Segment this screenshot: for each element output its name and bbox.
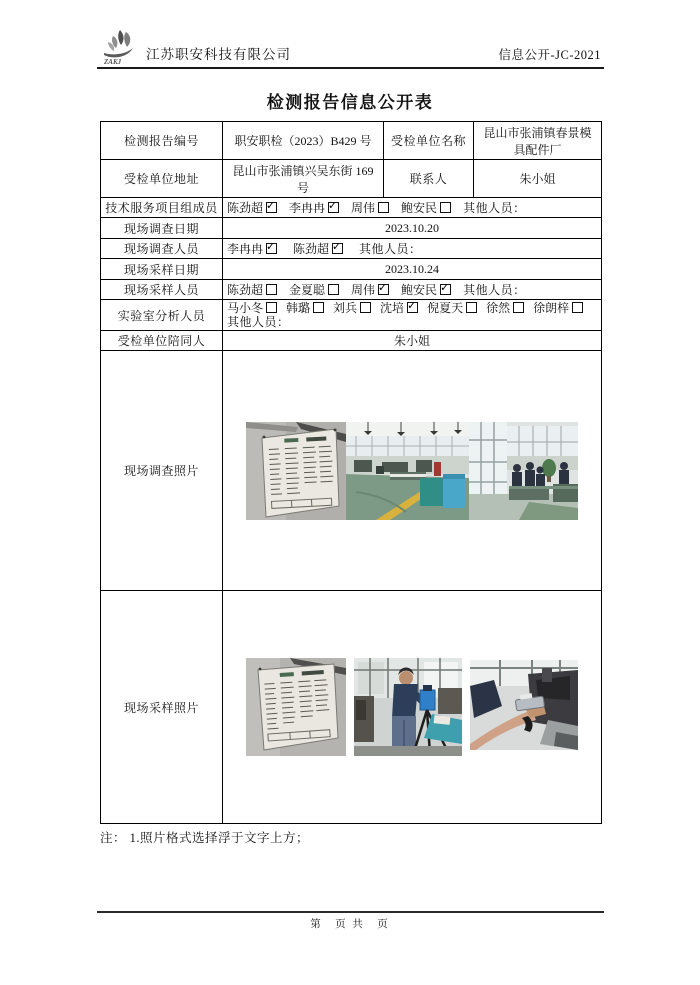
- photo-notice-board: [246, 422, 346, 520]
- contact-value: 朱小姐: [474, 160, 602, 198]
- checkbox-icon: [328, 284, 339, 295]
- table-row: [101, 122, 602, 160]
- checkbox-icon: [360, 302, 371, 313]
- logo-text: ZAKJ: [104, 58, 122, 66]
- checkbox-icon: [378, 284, 389, 295]
- person-entry: [227, 301, 277, 315]
- checkbox-icon: [572, 302, 583, 313]
- other-staff-label: 其他人员：: [463, 201, 526, 215]
- report-info-table: [100, 121, 602, 824]
- person-entry: [380, 301, 418, 315]
- survey-photos-cell: [223, 351, 602, 591]
- footnote: 注： 1.照片格式选择浮于文字上方；: [100, 831, 310, 845]
- person-name: 鲍安民: [401, 201, 438, 215]
- person-name: 倪夏天: [427, 301, 464, 315]
- checkbox-icon: [266, 202, 277, 213]
- footer-rule: [97, 911, 604, 913]
- table-row: [101, 331, 602, 351]
- org-addr-label: 受检单位地址: [101, 160, 223, 198]
- checkbox-icon: [332, 243, 343, 254]
- person-name: 周伟: [351, 201, 376, 215]
- table-row: [101, 259, 602, 280]
- org-name-label: 受检单位名称: [384, 122, 474, 160]
- lab-staff-names: [227, 301, 597, 315]
- checkbox-icon: [513, 302, 524, 313]
- survey-date-label: 现场调查日期: [101, 218, 223, 239]
- checkbox-icon: [466, 302, 477, 313]
- table-row: [101, 591, 602, 824]
- table-row: [101, 351, 602, 591]
- person-entry: [427, 301, 477, 315]
- person-name: 马小冬: [227, 301, 264, 315]
- company-name: 江苏职安科技有限公司: [146, 47, 291, 62]
- sample-photos-label: 现场采样照片: [101, 591, 223, 824]
- person-name: 陈劲超: [293, 242, 330, 256]
- person-entry: [533, 301, 583, 315]
- person-name: 韩璐: [286, 301, 311, 315]
- table-row: [101, 160, 602, 198]
- sample-date-value: 2023.10.24: [223, 259, 602, 280]
- person-name: 陈劲超: [227, 283, 264, 297]
- person-name: 周伟: [351, 283, 376, 297]
- person-entry: [293, 242, 343, 256]
- checkbox-icon: [378, 202, 389, 213]
- survey-date-value: 2023.10.20: [223, 218, 602, 239]
- org-addr-value: 昆山市张浦镇兴吴东街 169 号: [223, 160, 384, 198]
- org-name-value: 昆山市张浦镇春景模具配件厂: [474, 122, 602, 160]
- checkbox-icon: [266, 302, 277, 313]
- person-entry: [227, 242, 277, 256]
- photo-arm-sampler: [470, 660, 578, 750]
- contact-label: 联系人: [384, 160, 474, 198]
- survey-photos-label: 现场调查照片: [101, 351, 223, 591]
- person-entry: [227, 201, 277, 215]
- person-entry: [289, 201, 339, 215]
- company-logo: [100, 28, 291, 66]
- person-name: 鲍安民: [401, 283, 438, 297]
- escort-value: 朱小姐: [223, 331, 602, 351]
- person-name: 李冉冉: [227, 242, 264, 256]
- zakj-logo-icon: [100, 28, 144, 66]
- person-entry: [401, 201, 451, 215]
- sample-date-label: 现场采样日期: [101, 259, 223, 280]
- checkbox-icon: [440, 284, 451, 295]
- sample-photo-strip: [227, 658, 597, 756]
- person-name: 陈劲超: [227, 201, 264, 215]
- person-entry: [289, 283, 339, 297]
- report-no-label: 检测报告编号: [101, 122, 223, 160]
- person-name: 徐朗梓: [533, 301, 570, 315]
- person-entry: [351, 201, 389, 215]
- table-row: [101, 218, 602, 239]
- sample-staff-label: 现场采样人员: [101, 280, 223, 300]
- lab-staff-label: 实验室分析人员: [101, 300, 223, 331]
- page-title: 检测报告信息公开表: [266, 93, 434, 112]
- page-number-footer: 第 页 共 页: [310, 919, 390, 930]
- checkbox-icon: [313, 302, 324, 313]
- person-entry: [227, 283, 277, 297]
- person-entry: [401, 283, 451, 297]
- document-code: 信息公开-JC-2021: [498, 48, 601, 62]
- photo-workshop-floor: [346, 422, 469, 520]
- person-name: 刘兵: [333, 301, 358, 315]
- person-entry: [333, 301, 371, 315]
- checkbox-icon: [266, 243, 277, 254]
- survey-staff-label: 现场调查人员: [101, 239, 223, 259]
- sample-staff-cell: [223, 280, 602, 300]
- sample-photos-cell: [223, 591, 602, 824]
- checkbox-icon: [440, 202, 451, 213]
- table-row: [101, 239, 602, 259]
- table-row: [101, 300, 602, 331]
- escort-label: 受检单位陪同人: [101, 331, 223, 351]
- other-staff-label: 其他人员：: [359, 242, 422, 256]
- person-entry: [351, 283, 389, 297]
- header-rule: [97, 67, 604, 69]
- lab-staff-cell: [223, 300, 602, 331]
- person-entry: [486, 301, 524, 315]
- person-name: 李冉冉: [289, 201, 326, 215]
- photo-notice-board-2: [246, 658, 346, 756]
- survey-photo-strip: [227, 422, 597, 520]
- person-name: 沈培: [380, 301, 405, 315]
- team-label: 技术服务项目组成员: [101, 198, 223, 218]
- checkbox-icon: [266, 284, 277, 295]
- person-name: 徐然: [486, 301, 511, 315]
- other-staff-label: 其他人员：: [463, 283, 526, 297]
- photo-sampling-pump: [354, 658, 462, 756]
- table-row: [101, 198, 602, 218]
- photo-workshop-workers: [469, 422, 578, 520]
- person-entry: [286, 301, 324, 315]
- page-header: [100, 28, 601, 66]
- table-row: [101, 280, 602, 300]
- checkbox-icon: [407, 302, 418, 313]
- checkbox-icon: [328, 202, 339, 213]
- team-members-cell: [223, 198, 602, 218]
- survey-staff-cell: [223, 239, 602, 259]
- person-name: 金夏聪: [289, 283, 326, 297]
- report-no-value: 职安职检（2023）B429 号: [223, 122, 384, 160]
- other-staff-label: 其他人员：: [227, 315, 290, 329]
